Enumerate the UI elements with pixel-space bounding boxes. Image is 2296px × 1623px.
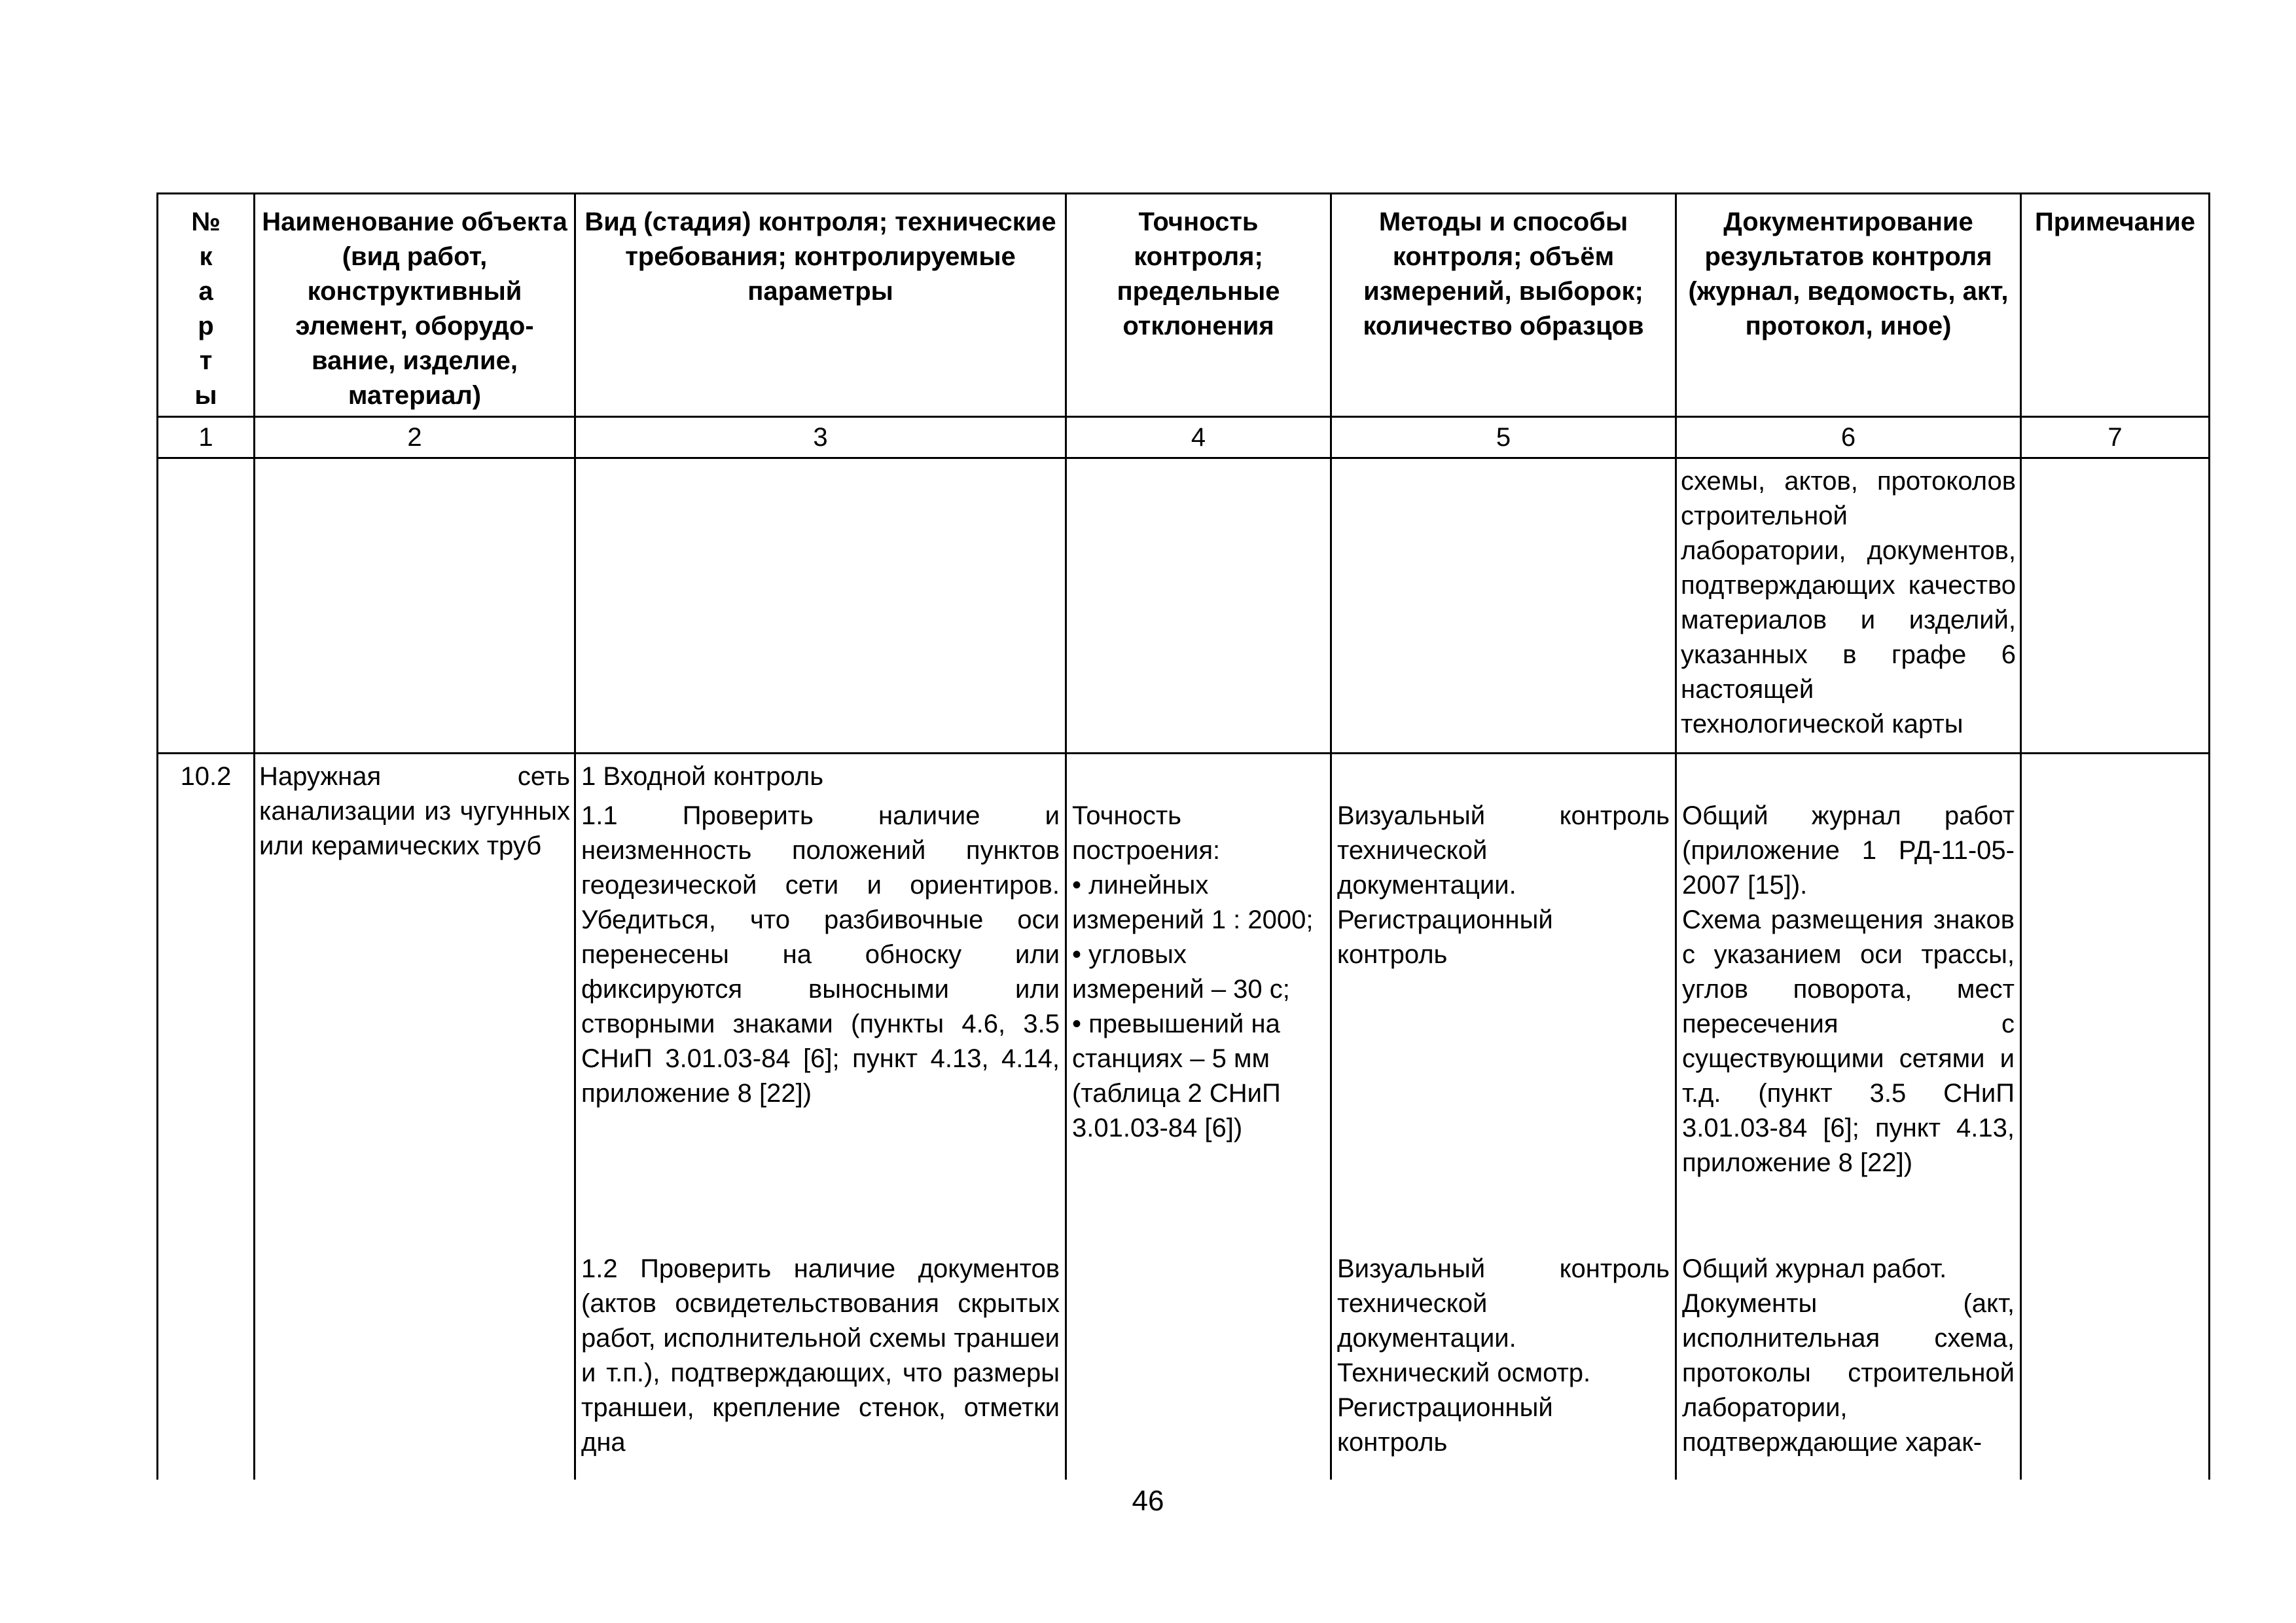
cont-c3 <box>575 458 1066 754</box>
page-number: 46 <box>1132 1485 1164 1517</box>
header-card-number <box>158 194 255 417</box>
accuracy-item-linear: • линейных измерений 1 : 2000; <box>1072 871 1314 934</box>
col-number-1: 1 <box>158 417 255 458</box>
column-number-row <box>158 417 2210 458</box>
cont-c5 <box>1331 458 1676 754</box>
method-registration: Регистрационный контроль <box>1337 905 1553 969</box>
methods-1-1 <box>1337 799 1670 972</box>
methods-1-2 <box>1337 1252 1670 1460</box>
method-visual: Визуальный контроль технической документации. <box>1337 801 1670 900</box>
cont-c2 <box>255 458 575 754</box>
accuracy-block <box>1072 799 1325 1146</box>
method-inspection: Технический осмотр. <box>1337 1359 1591 1387</box>
header-card-number-l4: р <box>198 312 214 340</box>
header-note: Примечание <box>2021 194 2210 417</box>
method-registration-2: Регистрационный контроль <box>1337 1393 1553 1457</box>
accuracy-item-angular: • угловых измерений – 30 с; <box>1072 940 1290 1004</box>
cont-c7 <box>2021 458 2210 754</box>
row-number: 10.2 <box>158 754 255 1480</box>
row-requirements <box>575 754 1066 1480</box>
stage-title: 1 Входной контроль <box>581 762 824 791</box>
header-card-number-l2: к <box>199 242 213 271</box>
continued-row <box>158 458 2210 754</box>
header-object-name: Наименование объекта (вид работ, конструктивный элемент, оборудо-вание, изделие, материал) <box>255 194 575 417</box>
col-number-7: 7 <box>2021 417 2210 458</box>
doc-general-journal-2: Общий журнал работ. <box>1682 1254 1947 1283</box>
header-card-number-l1: № <box>191 208 221 236</box>
row-accuracy <box>1066 754 1331 1480</box>
row-documentation <box>1676 754 2021 1480</box>
col-number-5: 5 <box>1331 417 1676 458</box>
header-card-number-l5: т <box>199 346 213 375</box>
doc-marks-scheme: Схема размещения знаков с указанием оси трассы, углов поворота, мест пересечения с существующими сетями и т.д. (пункт 3.5 СНиП 3.01.03-84 [6]; пункт 4.13, приложение 8 [22]) <box>1682 905 2015 1177</box>
col-number-3: 3 <box>575 417 1066 458</box>
header-accuracy: Точность контроля; предельные отклонения <box>1066 194 1331 417</box>
header-row <box>158 194 2210 417</box>
documentation-1-1 <box>1682 799 2015 1180</box>
row-10-2 <box>158 754 2210 1480</box>
accuracy-intro: Точность построения: <box>1072 801 1221 865</box>
col-number-6: 6 <box>1676 417 2021 458</box>
row-note <box>2021 754 2210 1480</box>
col-number-4: 4 <box>1066 417 1331 458</box>
cont-documentation: схемы, актов, протоколов строительной лаборатории, документов, подтверждающих качество материалов и изделий, указанных в графе 6 настоящей технологической карты <box>1676 458 2021 754</box>
requirement-1-2: 1.2 Проверить наличие документов (актов освидетельствования скрытых работ, исполнительной схемы траншеи и т.п.), подтверждающих, что размеры траншеи, крепление стенок, отметки дна <box>581 1254 1060 1457</box>
accuracy-item-elevation: • превышений на станциях – 5 мм <box>1072 1010 1280 1073</box>
header-card-number-l6: ы <box>194 381 217 410</box>
row-object-name: Наружная сеть канализации из чугунных или керамических труб <box>255 754 575 1480</box>
cont-c4 <box>1066 458 1331 754</box>
requirement-1-1: 1.1 Проверить наличие и неизменность положений пунктов геодезической сети и ориентиров. Убедиться, что разбивочные оси перенесены на обноску или фиксируются выносными или створными знаками (пункты 4.6, 3.5 СНиП 3.01.03-84 [6]; пункт 4.13, 4.14, приложение 8 [22]) <box>581 801 1060 1108</box>
header-methods: Методы и способы контроля; объём измерений, выборок; количество образцов <box>1331 194 1676 417</box>
accuracy-reference: (таблица 2 СНиП 3.01.03-84 [6]) <box>1072 1079 1281 1142</box>
method-visual-2: Визуальный контроль технической документации. <box>1337 1254 1670 1353</box>
quality-control-table <box>156 192 2210 1480</box>
header-card-number-l3: а <box>198 277 213 306</box>
row-methods <box>1331 754 1676 1480</box>
documentation-1-2 <box>1682 1252 2015 1460</box>
doc-documents: Документы (акт, исполнительная схема, протоколы строительной лаборатории, подтверждающие харак- <box>1682 1289 2015 1457</box>
header-documentation: Документирование результатов контроля (журнал, ведомость, акт, протокол, иное) <box>1676 194 2021 417</box>
doc-general-journal: Общий журнал работ (приложение 1 РД-11-05-2007 [15]). <box>1682 801 2015 900</box>
col-number-2: 2 <box>255 417 575 458</box>
header-control-stage: Вид (стадия) контроля; технические требования; контролируемые параметры <box>575 194 1066 417</box>
cont-c1 <box>158 458 255 754</box>
